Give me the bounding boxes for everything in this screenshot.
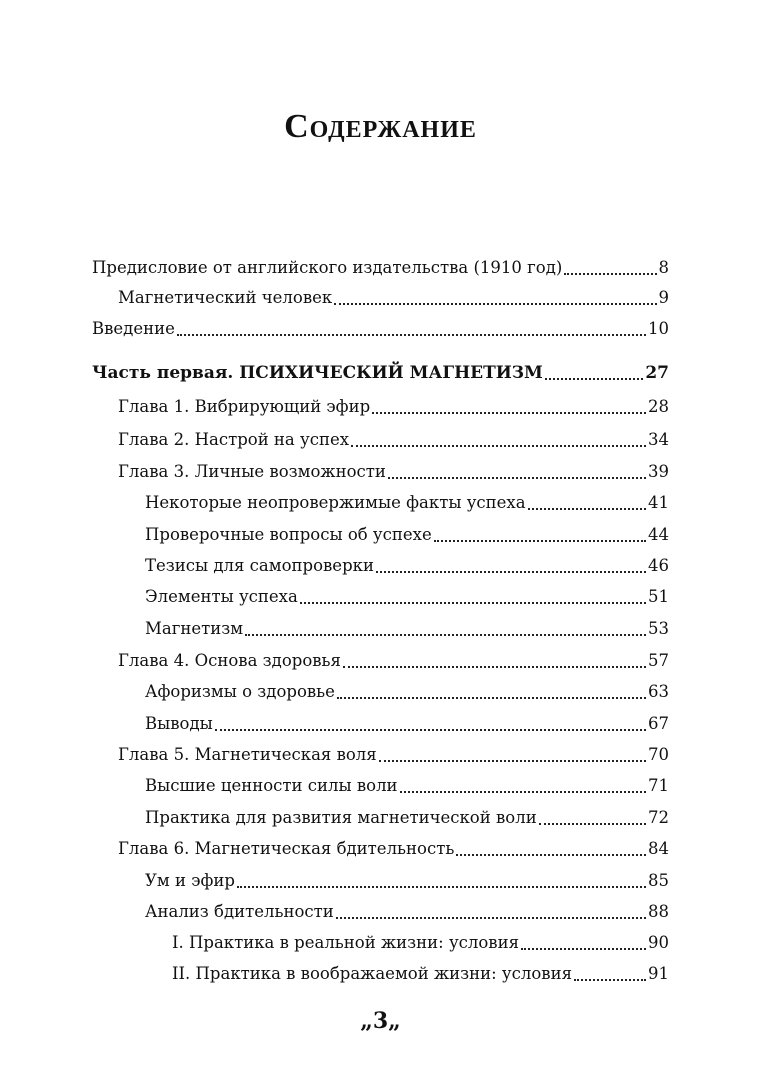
toc-leader-dots — [400, 791, 646, 793]
page-title: Содержание — [284, 108, 477, 145]
toc-entry-page: 71 — [648, 776, 669, 795]
toc-entry-text: II. Практика в воображаемой жизни: условия — [172, 964, 572, 983]
toc-entry-subsection — [172, 959, 669, 989]
toc-entry-section — [145, 488, 669, 518]
toc-entry-section — [145, 709, 669, 739]
toc-entry-text: I. Практика в реальной жизни: условия — [172, 933, 519, 952]
toc-leader-dots — [574, 979, 646, 981]
toc-entry-chapter-4 — [118, 646, 669, 676]
toc-entry-page: 57 — [648, 651, 669, 670]
toc-entry-chapter-3 — [118, 457, 669, 487]
toc-entry-section — [145, 803, 669, 833]
toc-entry-page: 63 — [648, 682, 669, 701]
toc-entry-text: Глава 3. Личные возможности — [118, 462, 386, 481]
toc-entry-text: Предисловие от английского издательства (1910 год) — [92, 258, 563, 277]
toc-entry-page: 28 — [648, 397, 669, 416]
toc-leader-dots — [434, 540, 646, 542]
toc-leader-dots — [177, 334, 646, 336]
toc-leader-dots — [343, 666, 646, 668]
toc-entry-page: 46 — [648, 556, 669, 575]
toc-entry-section — [145, 897, 669, 927]
toc-leader-dots — [528, 508, 646, 510]
toc-entry-text: Анализ бдительности — [145, 902, 334, 921]
toc-entry-text: Магнетический человек — [118, 288, 333, 307]
toc-entry-text: Практика для развития магнетической воли — [145, 808, 537, 827]
toc-entry-text: Элементы успеха — [145, 587, 298, 606]
toc-entry-page: 70 — [648, 745, 669, 764]
page-number: „3„ — [360, 1008, 401, 1034]
toc-entry-page: 51 — [648, 587, 669, 606]
toc-entry-text: Высшие ценности силы воли — [145, 776, 398, 795]
toc-entry-section — [145, 677, 669, 707]
toc-leader-dots — [376, 571, 646, 573]
toc-entry-section — [145, 551, 669, 581]
toc-entry-page: 10 — [648, 319, 669, 338]
toc-entry-text: Проверочные вопросы об успехе — [145, 525, 432, 544]
toc-entry-section — [145, 614, 669, 644]
toc-entry-introduction — [92, 314, 669, 344]
toc-leader-dots — [379, 760, 646, 762]
toc-leader-dots — [237, 886, 646, 888]
toc-leader-dots — [388, 477, 646, 479]
toc-entry-text: Часть первая. ПСИХИЧЕСКИЙ МАГНЕТИЗМ — [92, 363, 543, 383]
toc-entry-page: 41 — [648, 493, 669, 512]
toc-entry-page: 84 — [648, 839, 669, 858]
toc-entry-chapter-1 — [118, 392, 669, 422]
toc-entry-page: 85 — [648, 871, 669, 890]
toc-entry-section — [145, 866, 669, 896]
toc-entry-chapter-6 — [118, 834, 669, 864]
toc-entry-chapter-5 — [118, 740, 669, 770]
toc-entry-text: Магнетизм — [145, 619, 244, 638]
toc-entry-page: 88 — [648, 902, 669, 921]
toc-entry-magnetic-man — [118, 283, 669, 313]
toc-entry-page: 39 — [648, 462, 669, 481]
toc-entry-section — [145, 582, 669, 612]
toc-entry-page: 67 — [648, 714, 669, 733]
toc-entry-text: Тезисы для самопроверки — [145, 556, 374, 575]
toc-entry-section — [145, 771, 669, 801]
toc-leader-dots — [300, 602, 646, 604]
toc-leader-dots — [372, 412, 646, 414]
toc-leader-dots — [564, 273, 656, 275]
toc-entry-page: 53 — [648, 619, 669, 638]
toc-entry-text: Ум и эфир — [145, 871, 235, 890]
toc-entry-text: Глава 1. Вибрирующий эфир — [118, 397, 371, 416]
toc-entry-text: Некоторые неопровержимые факты успеха — [145, 493, 526, 512]
toc-leader-dots — [215, 729, 646, 731]
toc-entry-page: 91 — [648, 964, 669, 983]
toc-entry-page: 90 — [648, 933, 669, 952]
toc-entry-chapter-2 — [118, 425, 669, 455]
toc-entry-page: 72 — [648, 808, 669, 827]
toc-entry-text: Введение — [92, 319, 175, 338]
toc-leader-dots — [351, 445, 646, 447]
toc-leader-dots — [539, 823, 646, 825]
toc-entry-section — [145, 520, 669, 550]
toc-entry-text: Глава 5. Магнетическая воля — [118, 745, 377, 764]
toc-entry-text: Афоризмы о здоровье — [145, 682, 335, 701]
toc-entry-preface — [92, 253, 669, 283]
toc-entry-part-one — [92, 358, 669, 388]
toc-leader-dots — [456, 854, 646, 856]
toc-entry-text: Глава 6. Магнетическая бдительность — [118, 839, 455, 858]
toc-leader-dots — [521, 948, 646, 950]
toc-leader-dots — [545, 378, 643, 380]
toc-entry-subsection — [172, 928, 669, 958]
toc-entry-page: 34 — [648, 430, 669, 449]
toc-entry-text: Выводы — [145, 714, 213, 733]
toc-leader-dots — [245, 634, 646, 636]
toc-entry-page: 27 — [645, 363, 669, 383]
toc-entry-page: 8 — [658, 258, 669, 277]
toc-entry-page: 44 — [648, 525, 669, 544]
toc-leader-dots — [337, 697, 646, 699]
toc-entry-text: Глава 2. Настрой на успех — [118, 430, 350, 449]
toc-leader-dots — [334, 303, 656, 305]
toc-leader-dots — [336, 917, 646, 919]
toc-entry-text: Глава 4. Основа здоровья — [118, 651, 341, 670]
toc-entry-page: 9 — [658, 288, 669, 307]
